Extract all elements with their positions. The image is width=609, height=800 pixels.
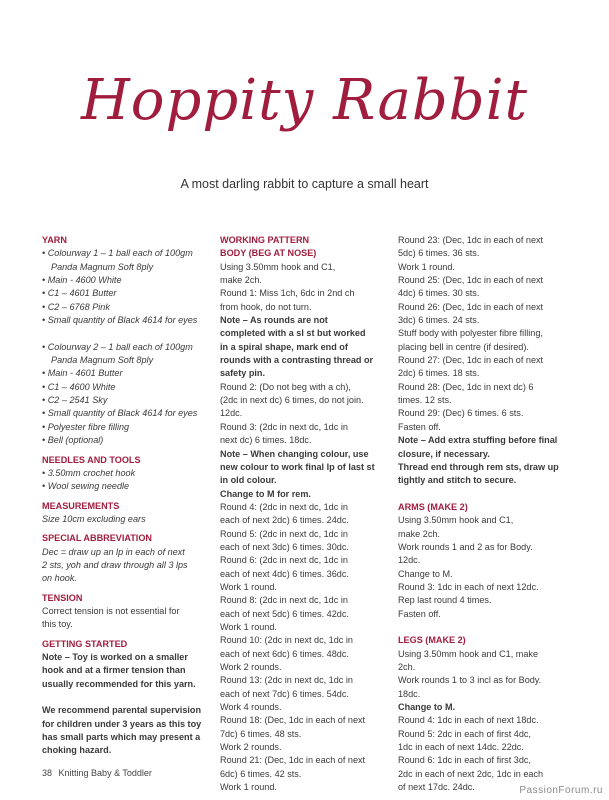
text-line: 18dc. — [398, 688, 421, 699]
section-heading: GETTING STARTED — [42, 638, 128, 649]
watermark: PassionForum.ru — [519, 785, 603, 796]
text-line: next dc) 6 times. 18dc. — [220, 435, 312, 446]
text-line: 12dc. — [398, 555, 421, 566]
text-line: Work rounds 1 to 3 incl as for Body. — [398, 675, 542, 686]
text-line: safety pin. — [220, 368, 265, 379]
spacer — [398, 488, 570, 501]
text-line: Round 6: 1dc in each of first 3dc, — [398, 755, 531, 766]
page-title: Hoppity Rabbit — [80, 68, 529, 133]
text-line: Note – Toy is worked on a smaller — [42, 651, 188, 662]
section-heading: MEASUREMENTS — [42, 500, 120, 511]
text-line: 4dc) 6 times. 30 sts. — [398, 288, 480, 299]
text-line: Thread end through rem sts, draw up — [398, 461, 559, 472]
spacer — [42, 691, 212, 704]
text-line: Round 21: (Dec, 1dc in each of next — [220, 755, 366, 766]
publication-name: Knitting Baby & Toddler — [58, 768, 152, 778]
text-line: • C1 – 4600 White — [42, 381, 116, 392]
text-line: Rep last round 4 times. — [398, 595, 492, 606]
text-line: Change to M. — [398, 568, 453, 579]
text-line: placing bell in centre (if desired). — [398, 341, 529, 352]
text-line: Change to M. — [398, 702, 456, 713]
text-line: times. 12 sts. — [398, 395, 452, 406]
text-line: We recommend parental supervision — [42, 705, 202, 716]
text-line: Using 3.50mm hook and C1, — [220, 261, 336, 272]
text-line: 12dc. — [220, 408, 243, 419]
text-line: new colour to work final lp of last st — [220, 461, 375, 472]
text-line: Work 1 round. — [398, 261, 455, 272]
text-line: from hook, do not turn. — [220, 301, 312, 312]
page-number: 38 — [42, 768, 53, 778]
text-line: • Colourway 2 – 1 ball each of 100gm — [42, 341, 193, 352]
text-line: Size 10cm excluding ears — [42, 513, 146, 524]
text-line: Note – When changing colour, use — [220, 448, 369, 459]
page-footer — [42, 768, 152, 778]
text-line: has small parts which may present a — [42, 732, 201, 743]
text-line: Work 2 rounds. — [220, 662, 282, 672]
text-line: Round 27: (Dec, 1dc in each of next — [398, 355, 544, 366]
text-line: Round 3: 1dc in each of next 12dc. — [398, 581, 539, 592]
text-line: Round 5: (2dc in next dc, 1dc in — [220, 528, 348, 539]
text-line: 6dc) 6 times. 42 sts. — [220, 768, 302, 779]
text-line: Note – Add extra stuffing before final — [398, 435, 558, 446]
text-line: • Polyester fibre filling — [42, 421, 130, 432]
text-line: 5dc) 6 times. 36 sts. — [398, 248, 480, 259]
text-line: Round 8: (2dc in next dc, 1dc in — [220, 595, 348, 606]
section-heading: LEGS (MAKE 2) — [398, 635, 466, 646]
text-line: Fasten off. — [398, 421, 441, 432]
text-line: Work 2 rounds. — [220, 742, 282, 753]
text-line: choking hazard. — [42, 745, 112, 756]
text-line: Using 3.50mm hook and C1, — [398, 515, 514, 526]
text-line: Note – As rounds are not — [220, 315, 328, 326]
text-line: in old colour. — [220, 475, 277, 486]
text-line: Round 4: 1dc in each of next 18dc. — [398, 715, 539, 726]
text-line: for children under 3 years as this toy — [42, 718, 202, 729]
text-line: Round 13: (2dc in next dc, 1dc in — [220, 675, 353, 686]
text-line: Round 1: Miss 1ch, 6dc in 2nd ch — [220, 288, 355, 299]
text-line: Work rounds 1 and 2 as for Body. — [398, 541, 533, 552]
text-line: Panda Magnum Soft 8ply — [51, 355, 154, 366]
column-body-pattern — [220, 234, 390, 794]
text-line: Change to M for rem. — [220, 488, 311, 499]
text-line: each of next 3dc) 6 times. 30dc. — [220, 541, 349, 552]
text-line: Round 4: (2dc in next dc, 1dc in — [220, 501, 348, 512]
text-line: 7dc) 6 times. 48 sts. — [220, 728, 302, 739]
section-heading: ARMS (MAKE 2) — [398, 501, 468, 512]
text-line: • Colourway 1 – 1 ball each of 100gm — [42, 248, 193, 259]
text-line: usually recommended for this yarn. — [42, 678, 196, 689]
text-line: make 2ch. — [220, 275, 262, 286]
text-line: 3dc) 6 times. 24 sts. — [398, 315, 480, 326]
text-line: Fasten off. — [398, 608, 441, 619]
text-line: Dec = draw up an lp in each of next — [42, 546, 185, 557]
text-line: Panda Magnum Soft 8ply — [51, 261, 154, 272]
section-heading: NEEDLES AND TOOLS — [42, 454, 141, 465]
text-line: 2dc) 6 times. 18 sts. — [398, 368, 480, 379]
text-line: Work 1 round. — [220, 581, 277, 592]
section-heading: WORKING PATTERN — [220, 235, 310, 245]
text-line: 2 sts, yoh and draw through all 3 lps — [42, 559, 188, 570]
text-line: Correct tension is not essential for — [42, 605, 180, 616]
text-line: Round 29: (Dec) 6 times. 6 sts. — [398, 408, 524, 419]
text-line: Round 26: (Dec, 1dc in each of next — [398, 301, 544, 312]
text-line: • C2 – 6768 Pink — [42, 301, 110, 312]
text-line: 2dc in each of next 2dc, 1dc in each — [398, 768, 544, 779]
text-line: Work 1 round. — [220, 621, 277, 632]
text-line: each of next 4dc) 6 times. 36dc. — [220, 568, 349, 579]
text-line: Round 6: (2dc in next dc, 1dc in — [220, 555, 348, 566]
page-subtitle: A most darling rabbit to capture a small heart — [180, 177, 429, 191]
text-line: • Wool sewing needle — [42, 481, 130, 492]
text-line: • Small quantity of Black 4614 for eyes — [42, 315, 198, 326]
text-line: 1dc in each of next 14dc. 22dc. — [398, 742, 524, 753]
text-line: hook and at a firmer tension than — [42, 665, 186, 676]
text-line: • C1 – 4601 Butter — [42, 288, 117, 299]
text-line: • Small quantity of Black 4614 for eyes — [42, 408, 198, 419]
text-line: rounds with a contrasting thread or — [220, 355, 374, 366]
text-line: Work 1 round. — [220, 782, 277, 793]
text-line: • Main - 4601 Butter — [42, 368, 123, 379]
text-line: each of next 2dc) 6 times. 24dc. — [220, 515, 349, 526]
column-limbs-pattern — [398, 234, 570, 794]
spacer — [42, 327, 212, 340]
text-line: closure, if necessary. — [398, 448, 490, 459]
text-line: Work 4 rounds. — [220, 702, 282, 713]
text-line: Round 18: (Dec, 1dc in each of next — [220, 715, 366, 726]
text-line: • C2 – 2541 Sky — [42, 395, 108, 406]
text-line: completed with a sl st but worked — [220, 328, 366, 339]
text-line: • 3.50mm crochet hook — [42, 467, 136, 478]
text-line: • Bell (optional) — [42, 435, 104, 446]
text-line: in a spiral shape, mark end of — [220, 341, 348, 352]
text-line: Round 10: (2dc in next dc, 1dc in — [220, 635, 353, 646]
text-line: • Main - 4600 White — [42, 275, 122, 286]
section-heading: SPECIAL ABBREVIATION — [42, 533, 152, 544]
section-heading: TENSION — [42, 592, 83, 603]
text-line: 2ch. — [398, 662, 416, 672]
text-line: tightly and stitch to secure. — [398, 475, 517, 486]
section-heading: YARN — [42, 235, 67, 245]
column-materials — [42, 234, 212, 758]
text-line: Stuff body with polyester fibre filling, — [398, 328, 543, 339]
text-line: Round 23: (Dec, 1dc in each of next — [398, 235, 544, 245]
text-line: make 2ch. — [398, 528, 440, 539]
text-line: each of next 5dc) 6 times. 42dc. — [220, 608, 349, 619]
text-line: of next 17dc. 24dc. — [398, 782, 475, 793]
text-line: this toy. — [42, 619, 73, 630]
text-line: Using 3.50mm hook and C1, make — [398, 648, 539, 659]
text-line: Round 5: 2dc in each of first 4dc, — [398, 728, 531, 739]
text-line: (2dc in next dc) 6 times, do not join. — [220, 395, 364, 406]
text-line: each of next 7dc) 6 times. 54dc. — [220, 688, 349, 699]
section-heading: BODY (BEG AT NOSE) — [220, 248, 317, 259]
text-line: Round 25: (Dec, 1dc in each of next — [398, 275, 544, 286]
text-line: Round 28: (Dec, 1dc in next dc) 6 — [398, 381, 534, 392]
text-line: Round 3: (2dc in next dc, 1dc in — [220, 421, 348, 432]
text-line: Round 2: (Do not beg with a ch), — [220, 381, 351, 392]
spacer — [398, 621, 570, 634]
text-line: each of next 6dc) 6 times. 48dc. — [220, 648, 349, 659]
text-line: on hook. — [42, 573, 77, 584]
